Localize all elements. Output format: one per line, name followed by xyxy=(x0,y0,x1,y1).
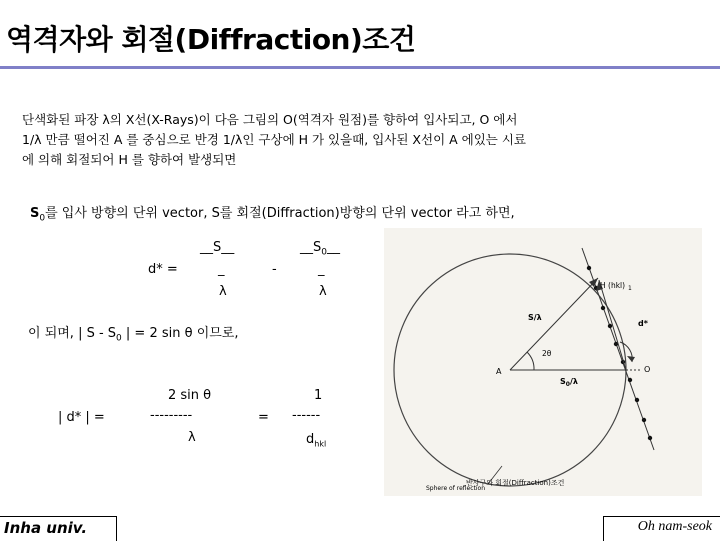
label-h: H (hkl) xyxy=(600,281,626,290)
label-s-lambda: S/λ xyxy=(528,313,542,322)
label-a: A xyxy=(496,367,502,376)
label-s0-tail: /λ xyxy=(569,377,578,386)
label-d-star: d* xyxy=(638,319,648,328)
eq1-lhs: d* = xyxy=(148,262,178,277)
label-h-sub: 1 xyxy=(628,285,632,292)
paragraph-line-1: 단색화된 파장 λ의 X선(X-Rays)이 다음 그림의 O(역격자 원점)를 향하여 입사되고, O 에서 xyxy=(22,112,518,127)
label-sphere: Sphere of reflection xyxy=(426,485,486,492)
eq3-equals: = xyxy=(258,410,269,425)
footer-right-box xyxy=(603,516,720,541)
footer-left-box xyxy=(0,516,117,541)
eq1-dash-1: _ xyxy=(218,262,225,277)
eq3-lhs: | d* | = xyxy=(58,410,105,425)
d-star-vector xyxy=(599,280,626,370)
footer-institution: Inha univ. xyxy=(4,519,88,537)
eq3-numerator-1: 2 sin θ xyxy=(168,388,212,403)
title-underline xyxy=(0,66,720,69)
s0-subscript: 0 xyxy=(39,213,46,224)
eq3-d-sub: hkl xyxy=(314,439,327,449)
eq2-text-pre: 이 되며, | S - S xyxy=(28,326,117,341)
figure-caption: 반사구와 회절(Diffraction)조건 xyxy=(466,479,565,487)
definition-text: 를 입사 방향의 단위 vector, S를 회절(Diffraction)방향의 단위 vector 라고 하면, xyxy=(45,206,515,221)
ewald-sphere-figure xyxy=(384,228,702,496)
ewald-sphere-diagram xyxy=(384,228,702,496)
eq3-fraction-line-2: ------ xyxy=(292,408,321,423)
eq1-s0-sub: 0 xyxy=(321,247,327,258)
eq1-denominator-2: λ xyxy=(319,284,327,299)
eq1-s0-tail: __ xyxy=(327,240,340,255)
label-o: O xyxy=(644,365,651,374)
eq1-numerator-s0 xyxy=(300,240,340,258)
footer-author: Oh nam-seok xyxy=(637,519,712,534)
eq2-line xyxy=(28,322,239,344)
eq3-denominator-1: λ xyxy=(188,430,196,445)
eq1-denominator-1: λ xyxy=(219,284,227,299)
eq1-s0-main: __S xyxy=(300,240,322,255)
eq2-sub: 0 xyxy=(116,333,122,344)
eq3-numerator-2: 1 xyxy=(314,388,323,403)
eq3-d-main: d xyxy=(306,432,315,447)
label-s0-main: S xyxy=(560,377,566,386)
angle-arc xyxy=(527,352,534,370)
eq2-text-post: | = 2 sin θ 이므로, xyxy=(121,326,239,341)
label-2theta: 2θ xyxy=(542,349,552,358)
paragraph-line-2: 1/λ 만큼 떨어진 A 를 중심으로 반경 1/λ인 구상에 H 가 있을때, 입사된 X선이 A 에있는 시료 xyxy=(22,132,526,147)
slide-title: 역격자와 회절(Diffraction)조건 xyxy=(6,23,416,56)
eq3-fraction-line-1: --------- xyxy=(150,408,193,423)
diffracted-vector xyxy=(510,278,598,370)
label-s0-sub: 0 xyxy=(565,381,570,388)
eq3-denominator-2 xyxy=(306,432,326,449)
eq1-numerator-s: __S__ xyxy=(200,240,235,255)
paragraph-line-3: 에 의해 회절되어 H 를 향하여 발생되면 xyxy=(22,152,237,167)
eq1-minus: - xyxy=(272,262,277,277)
label-s0-lambda xyxy=(560,377,578,388)
s0-symbol: S xyxy=(30,206,40,221)
eq1-dash-2: _ xyxy=(318,262,325,277)
definition-line xyxy=(30,202,515,224)
